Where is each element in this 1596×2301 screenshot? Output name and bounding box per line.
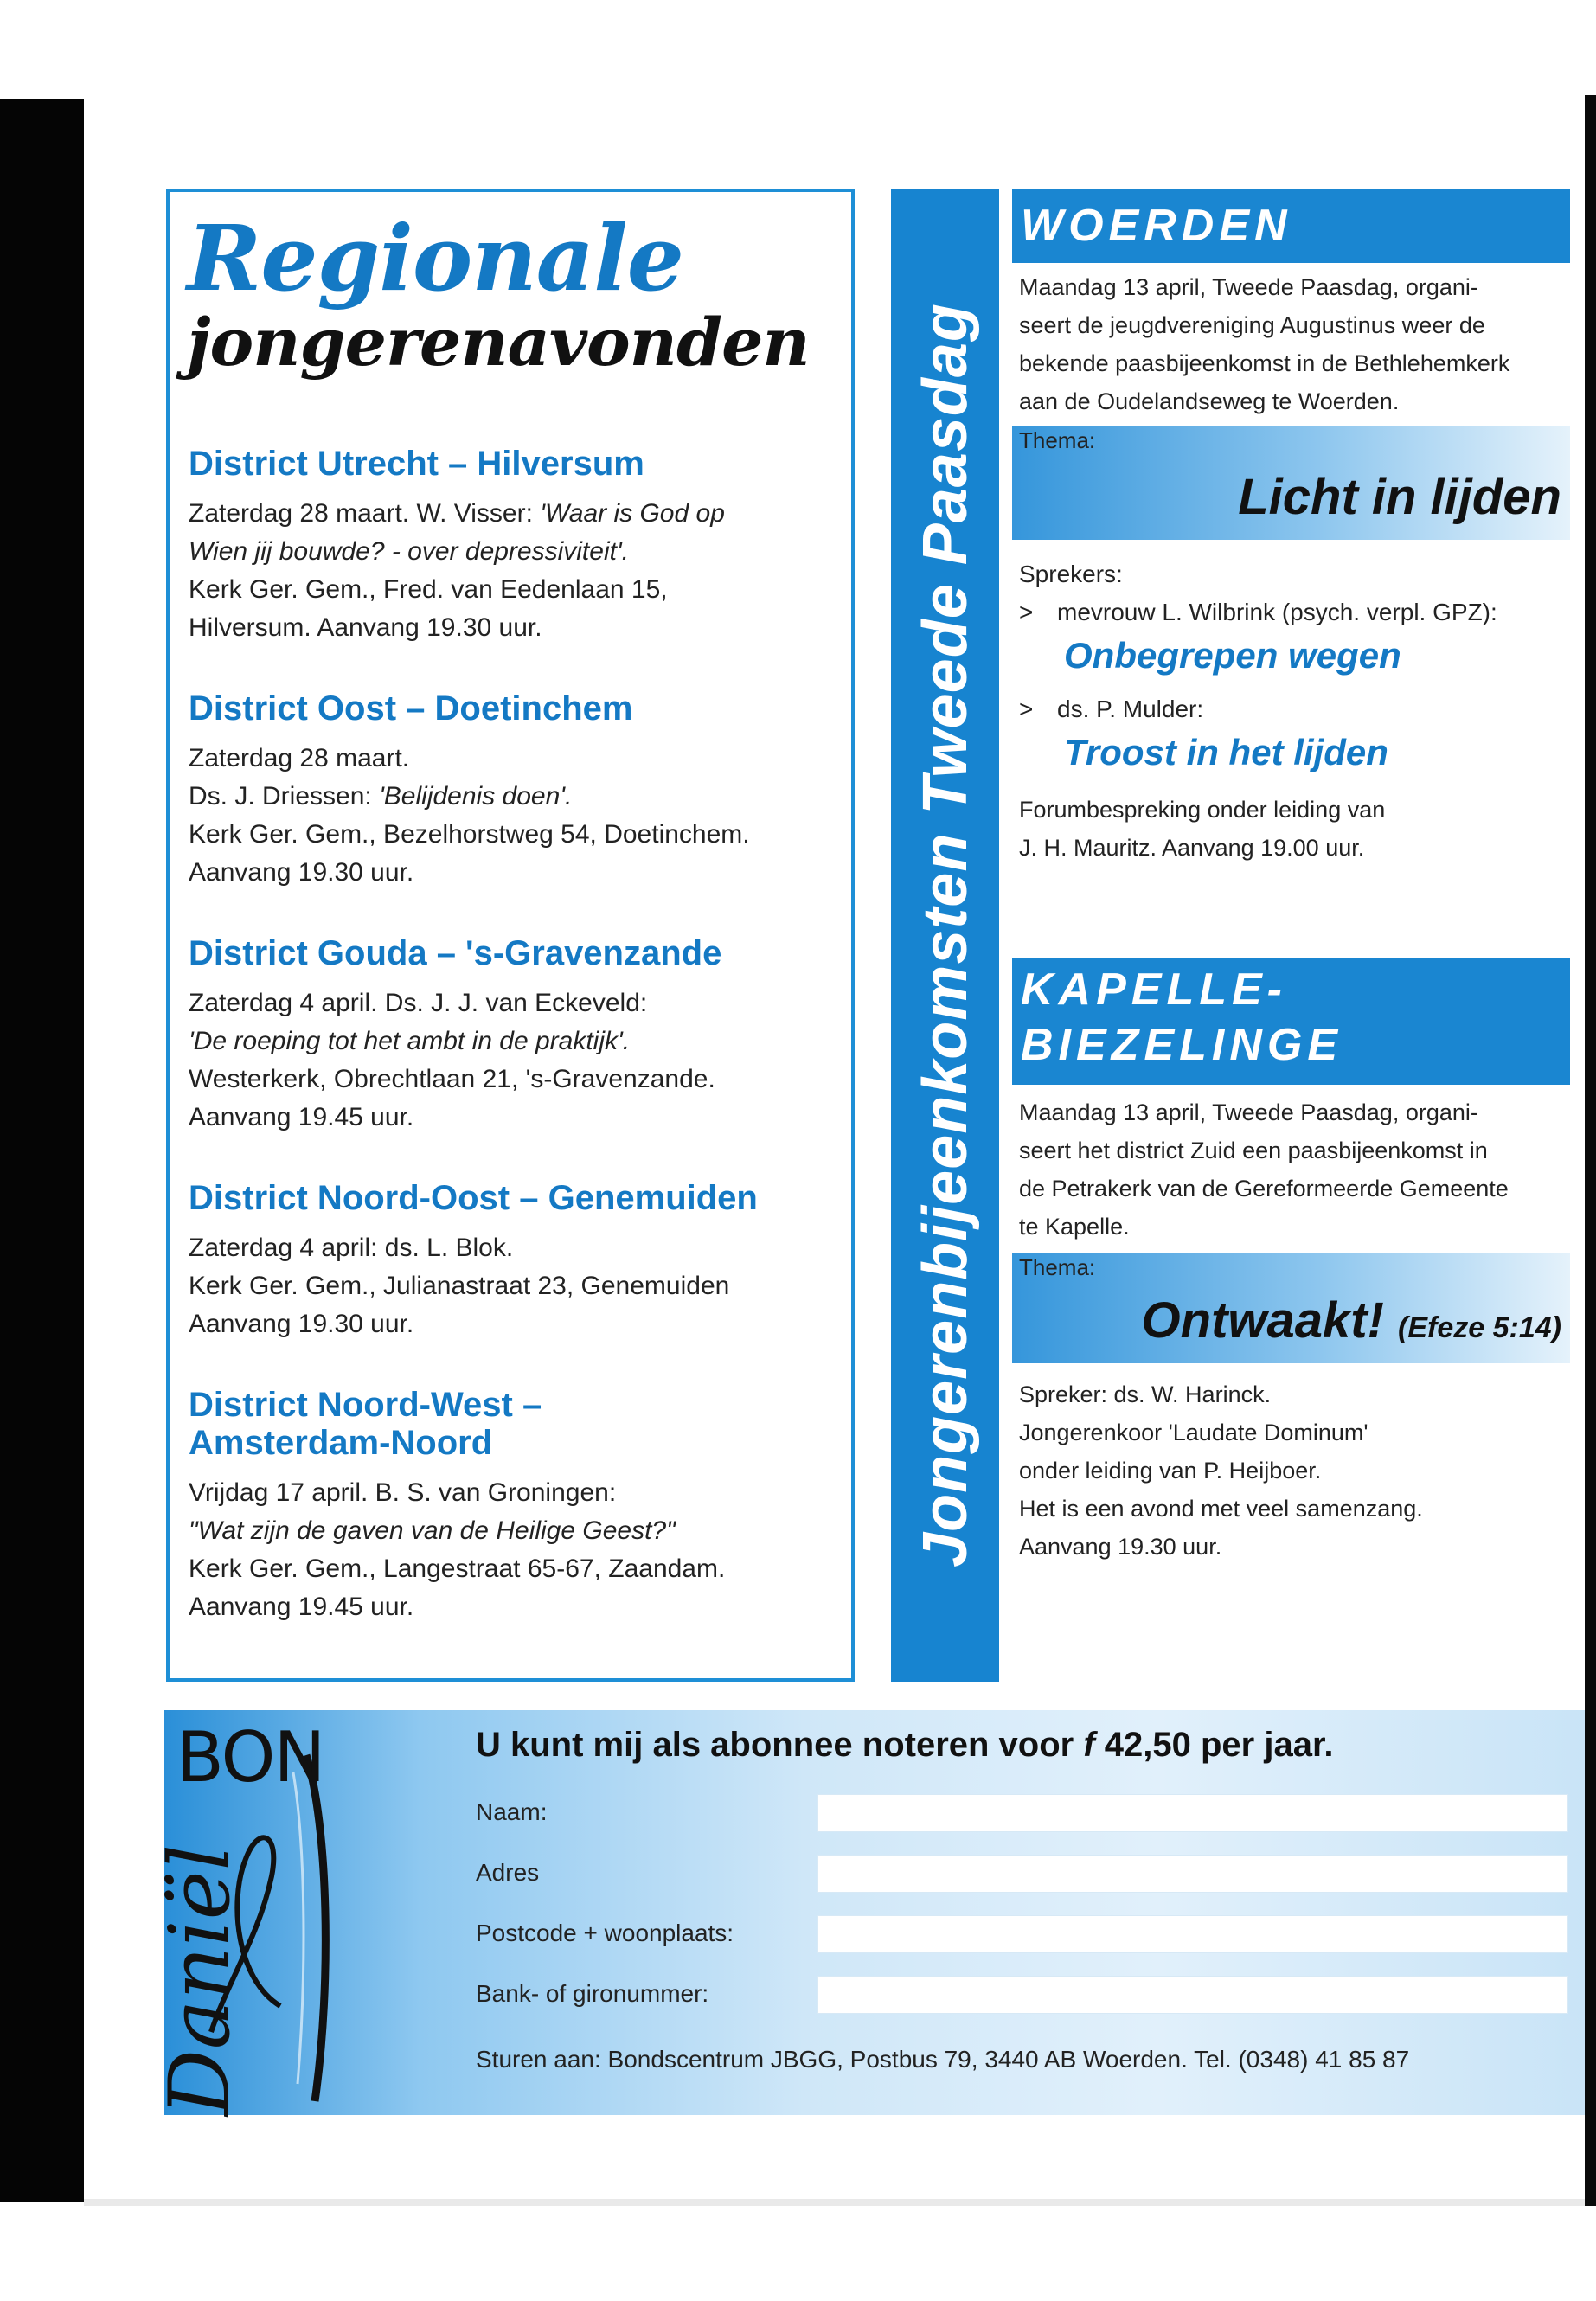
district-heading: District Noord-Oost – Genemuiden [189, 1179, 758, 1217]
banner-text: Jongerenbijeenkomsten Tweede Paasdag [910, 303, 980, 1567]
scan-border-left [0, 99, 84, 2202]
kapelle-thema-bar [1012, 1253, 1570, 1363]
district-heading-line: Amsterdam-Noord [189, 1424, 493, 1462]
kapelle-intro-line: seert het district Zuid een paasbijeenkomst in [1019, 1138, 1488, 1163]
district-topic: 'De roeping tot het ambt in de praktijk'. [189, 1027, 631, 1055]
logo-script-text: Daniël [151, 1843, 248, 2117]
woerden-section [1012, 189, 1570, 867]
district-heading [189, 1386, 846, 1462]
district-heading: District Gouda – 's-Gravenzande [189, 934, 722, 972]
speaker-topic: Onbegrepen wegen [1064, 635, 1401, 676]
thema-label: Thema: [1019, 427, 1096, 453]
scan-shadow-bottom [84, 2199, 1585, 2206]
sprekers-label: Sprekers: [1019, 561, 1123, 587]
bullet-marker: > [1019, 695, 1034, 722]
thema-label: Thema: [1019, 1254, 1096, 1280]
logo-bon-text: BON [176, 1717, 324, 1798]
kapelle-heading-line: KAPELLE- [1021, 965, 1287, 1015]
district-oost [189, 689, 846, 892]
heading-part: 42,50 per jaar. [1094, 1726, 1334, 1764]
district-heading-line: District Noord-West – [189, 1386, 542, 1424]
speaker-name: ds. P. Mulder: [1057, 695, 1204, 722]
kapelle-detail: Spreker: ds. W. Harinck. [1019, 1381, 1272, 1407]
kapelle-intro-line: de Petrakerk van de Gereformeerde Gemeente [1019, 1176, 1509, 1202]
bon-daniel-logo [151, 1717, 332, 2117]
kapelle-detail: Jongerenkoor 'Laudate Dominum' [1019, 1420, 1368, 1445]
logo-graphic [151, 1717, 332, 2117]
subscription-coupon [151, 1710, 1585, 2117]
district-topic: Wien jij bouwde? - over depressiviteit'. [189, 537, 630, 566]
woerden-heading: WOERDEN [1012, 189, 1570, 263]
district-date: Zaterdag 4 april. Ds. J. J. van Eckeveld: [189, 989, 648, 1017]
district-start-time: Aanvang 19.45 uur. [189, 1593, 414, 1621]
field-label-bank: Bank- of gironummer: [476, 1980, 709, 2007]
thema-title: Licht in lijden [1238, 469, 1561, 525]
kapelle-intro-line: te Kapelle. [1019, 1214, 1130, 1240]
kapelle-detail: onder leiding van P. Heijboer. [1019, 1458, 1322, 1484]
district-address: Kerk Ger. Gem., Julianastraat 23, Genemuiden [189, 1272, 730, 1300]
forum-line: J. H. Mauritz. Aanvang 19.00 uur. [1019, 835, 1365, 861]
speaker-name: mevrouw L. Wilbrink (psych. verpl. GPZ): [1057, 599, 1497, 625]
district-start-time: Aanvang 19.45 uur. [189, 1103, 414, 1131]
district-topic: "Wat zijn de gaven van de Heilige Geest?" [189, 1516, 676, 1545]
district-address: Kerk Ger. Gem., Bezelhorstweg 54, Doetinchem. [189, 820, 750, 849]
field-label-naam: Naam: [476, 1798, 548, 1825]
vertical-banner [891, 189, 999, 1682]
woerden-intro-line: aan de Oudelandseweg te Woerden. [1019, 388, 1400, 414]
regional-evenings-box [166, 189, 855, 1682]
district-noord-oost [189, 1179, 846, 1343]
district-heading: District Oost – Doetinchem [189, 689, 633, 727]
district-gouda [189, 934, 846, 1137]
thema-title-text: Ontwaakt! [1141, 1292, 1384, 1349]
subscription-heading [476, 1726, 1333, 1765]
kapelle-intro-line: Maandag 13 april, Tweede Paasdag, organi- [1019, 1099, 1478, 1125]
woerden-intro-line: seert de jeugdvereniging Augustinus weer de [1019, 312, 1485, 338]
title-jongerenavonden: jongerenavonden [187, 304, 810, 381]
field-label-postcode: Postcode + woonplaats: [476, 1920, 734, 1946]
forum-line: Forumbespreking onder leiding van [1019, 797, 1386, 823]
kapelle-heading-line: BIEZELINGE [1021, 1020, 1343, 1070]
district-utrecht [189, 445, 846, 647]
heading-currency: f [1083, 1726, 1095, 1764]
scan-border-right [1585, 95, 1596, 2206]
kapelle-heading [1012, 958, 1570, 1085]
speaker-topic: Troost in het lijden [1064, 732, 1388, 772]
bank-field[interactable] [817, 1976, 1568, 2014]
district-address: Kerk Ger. Gem., Fred. van Eedenlaan 15, [189, 575, 668, 604]
thema-title [1142, 1292, 1561, 1349]
woerden-intro-line: bekende paasbijeenkomst in de Bethlehemkerk [1019, 350, 1510, 376]
naam-field[interactable] [817, 1794, 1568, 1832]
district-date: Vrijdag 17 april. B. S. van Groningen: [189, 1478, 617, 1507]
woerden-intro-line: Maandag 13 april, Tweede Paasdag, organi- [1019, 274, 1478, 300]
postcode-field[interactable] [817, 1915, 1568, 1953]
thema-reference: (Efeze 5:14) [1398, 1311, 1561, 1344]
speaker-item [1019, 690, 1570, 728]
title-regionale: Regionale [187, 205, 683, 311]
kapelle-detail: Het is een avond met veel samenzang. [1019, 1496, 1423, 1522]
woerden-thema-bar [1012, 426, 1570, 540]
kapelle-section [1012, 958, 1570, 1566]
adres-field[interactable] [817, 1855, 1568, 1893]
district-date: Zaterdag 28 maart. W. Visser: [189, 499, 541, 528]
district-start-time: Aanvang 19.30 uur. [189, 858, 414, 887]
district-heading: District Utrecht – Hilversum [189, 445, 644, 483]
district-topic: 'Belijdenis doen'. [379, 782, 573, 811]
subscription-footer: Sturen aan: Bondscentrum JBGG, Postbus 79, 3440 AB Woerden. Tel. (0348) 41 85 87 [476, 2046, 1410, 2073]
heading-part: U kunt mij als abonnee noteren voor [476, 1726, 1084, 1764]
district-topic: 'Waar is God op [540, 499, 725, 528]
field-label-adres: Adres [476, 1859, 540, 1886]
district-speaker: Ds. J. Driessen: [189, 782, 380, 811]
kapelle-detail: Aanvang 19.30 uur. [1019, 1534, 1222, 1560]
district-address: Kerk Ger. Gem., Langestraat 65-67, Zaandam. [189, 1554, 726, 1583]
district-start-time: Hilversum. Aanvang 19.30 uur. [189, 613, 542, 642]
district-start-time: Aanvang 19.30 uur. [189, 1310, 414, 1338]
district-address: Westerkerk, Obrechtlaan 21, 's-Gravenzande. [189, 1065, 715, 1093]
speaker-item [1019, 593, 1570, 631]
district-date: Zaterdag 4 april: ds. L. Blok. [189, 1234, 514, 1262]
district-noord-west [189, 1386, 846, 1626]
district-date: Zaterdag 28 maart. [189, 744, 410, 772]
bullet-marker: > [1019, 599, 1034, 625]
